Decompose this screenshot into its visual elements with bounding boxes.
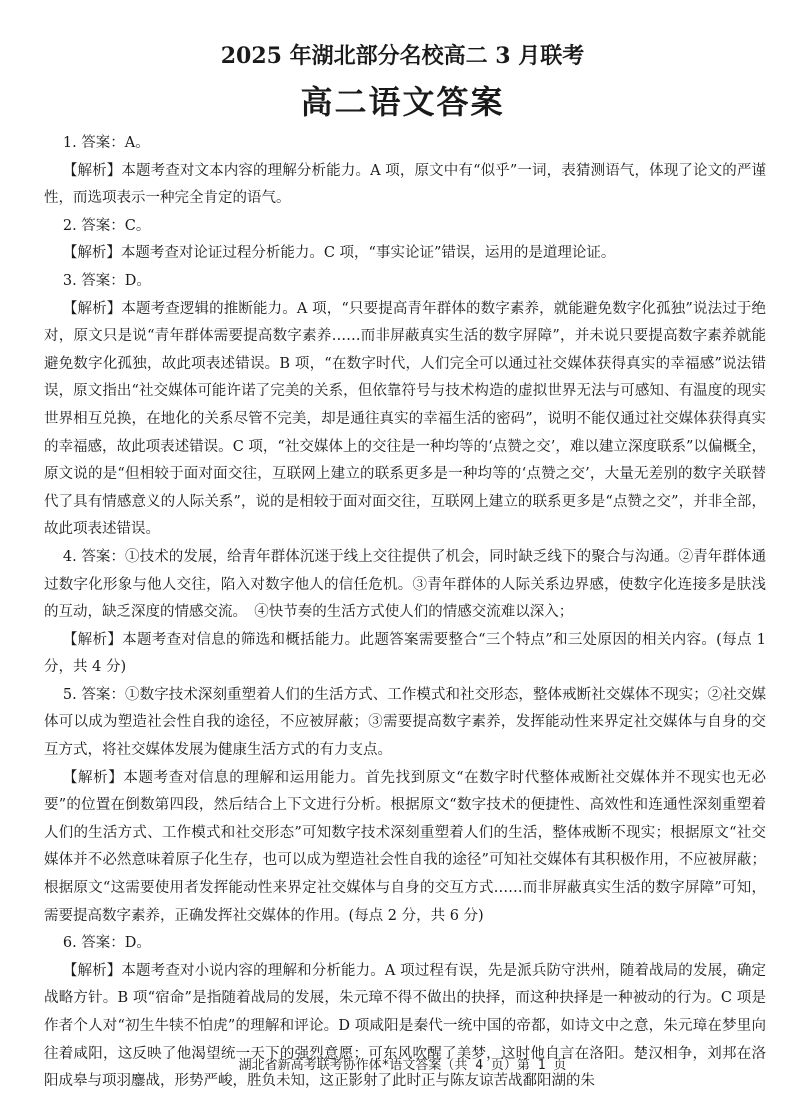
answer-5: 5. 答案：①数字技术深刻重塑着人们的生活方式、工作模式和社交形态，整体戒断社交媒体不现实；②社交媒体可以成为塑造社会性自我的途径，不应被屏蔽；③需要提高数字素养，发挥能动性来界定社交媒体与自身的交互方式，将社交媒体发展为健康生活方式的有力支点。	[44, 686, 766, 759]
exam-subtitle: 2025 年湖北部分名校高二 3 月联考	[220, 43, 585, 69]
answer-3: 3. 答案：D。	[62, 272, 151, 289]
answer-4: 4. 答案：①技术的发展，给青年群体沉迷于线上交往提供了机会，同时缺乏线下的聚合与沟通。②青年群体通过数字化形象与他人交往，陷入对数字他人的信任危机。③青年群体的人际关系边界感，使数字化连接多是肤浅的互动，缺乏深度的情感交流。 ④快节奏的生活方式使人们的情感交流难以深入；	[44, 548, 766, 621]
explanation-2: 【解析】本题考查对论证过程分析能力。C 项，“事实论证”错误，运用的是道理论证。	[62, 245, 616, 262]
explanation-4: 【解析】本题考查对信息的筛选和概括能力。此题答案需要整合“三个特点”和三处原因的相关内容。(每点 1 分，共 4 分)	[44, 631, 766, 676]
answer-content	[44, 130, 766, 1096]
page-title: 高二语文答案	[300, 83, 505, 121]
page-footer: 湖北省新高考联考协作体*语文答案（共 4 页）第 1 页	[238, 1058, 567, 1073]
answer-6: 6. 答案：D。	[62, 935, 151, 952]
answer-1: 1. 答案：A。	[62, 135, 150, 151]
explanation-3: 【解析】本题考查逻辑的推断能力。A 项，“只要提高青年群体的数字素养，就能避免数字化孤独”说法过于绝对，原文只是说“青年群体需要提高数字素养……而非屏蔽真实生活的数字屏障”，并未说只要提高数字素养就能避免数字化孤独，故此项表述错误。B 项，“在数字时代，人们完全可以通过社交媒体获得真实的幸福感”说法错误，原文指出“社交媒体可能许诺了完美的关系，但依靠符号与技术构造的虚拟世界无法与可感知、有温度的现实世界相互兑换，在地化的关系尽管不完美，却是通往真实的幸福生活的密码”，说明不能仅通过社交媒体获得真实的幸福感，故此项表述错误。C 项，“社交媒体上的交往是一种均等的‘点赞之交’，难以建立深度联系”以偏概全，原文说的是“但相较于面对面交往，互联网上建立的联系更多是一种均等的‘点赞之交’，大量无差别的数字关联替代了具有情感意义的人际关系”，说的是相较于面对面交往，互联网上建立的联系更多是“点赞之交”，并非全部，故此项表述错误。	[44, 300, 766, 538]
answer-2: 2. 答案：C。	[62, 217, 151, 234]
explanation-6: 【解析】本题考查对小说内容的理解和分析能力。A 项过程有误，先是派兵防守洪州，随着战局的发展，确定战略方针。B 项“宿命”是指随着战局的发展，朱元璋不得不做出的抉择，而这种抉择是一种被动的行为。C 项是作者个人对“初生牛犊不怕虎”的理解和评论。D 项咸阳是秦代一统中国的帝都，如诗文中之意，朱元璋在梦里向往着咸阳，这反映了他渴望统一天下的强烈意愿；可东风吹醒了美梦，这时他自言在洛阳。楚汉相争，刘邦在洛阳成皋与项羽鏖战，形势严峻，胜负未知，这正影射了此时正与陈友谅苦战鄱阳湖的朱	[44, 962, 766, 1090]
explanation-1: 【解析】本题考查对文本内容的理解分析能力。A 项，原文中有“似乎”一词，表猜测语气，体现了论文的严谨性，而选项表示一种完全肯定的语气。	[44, 162, 766, 207]
explanation-5: 【解析】本题考查对信息的理解和运用能力。首先找到原文“在数字时代整体戒断社交媒体并不现实也无必要”的位置在倒数第四段，然后结合上下文进行分析。根据原文“数字技术的便捷性、高效性和连通性深刻重塑着人们的生活方式、工作模式和社交形态”可知数字技术深刻重塑着人们的生活，整体戒断不现实；根据原文“社交媒体并不必然意味着原子化生存，也可以成为塑造社会性自我的途径”可知社交媒体有其积极作用，不应被屏蔽；根据原文“这需要使用者发挥能动性来界定社交媒体与自身的交互方式……而非屏蔽真实生活的数字屏障”可知，需要提高数字素养，正确发挥社交媒体的作用。(每点 2 分，共 6 分)	[44, 769, 766, 924]
